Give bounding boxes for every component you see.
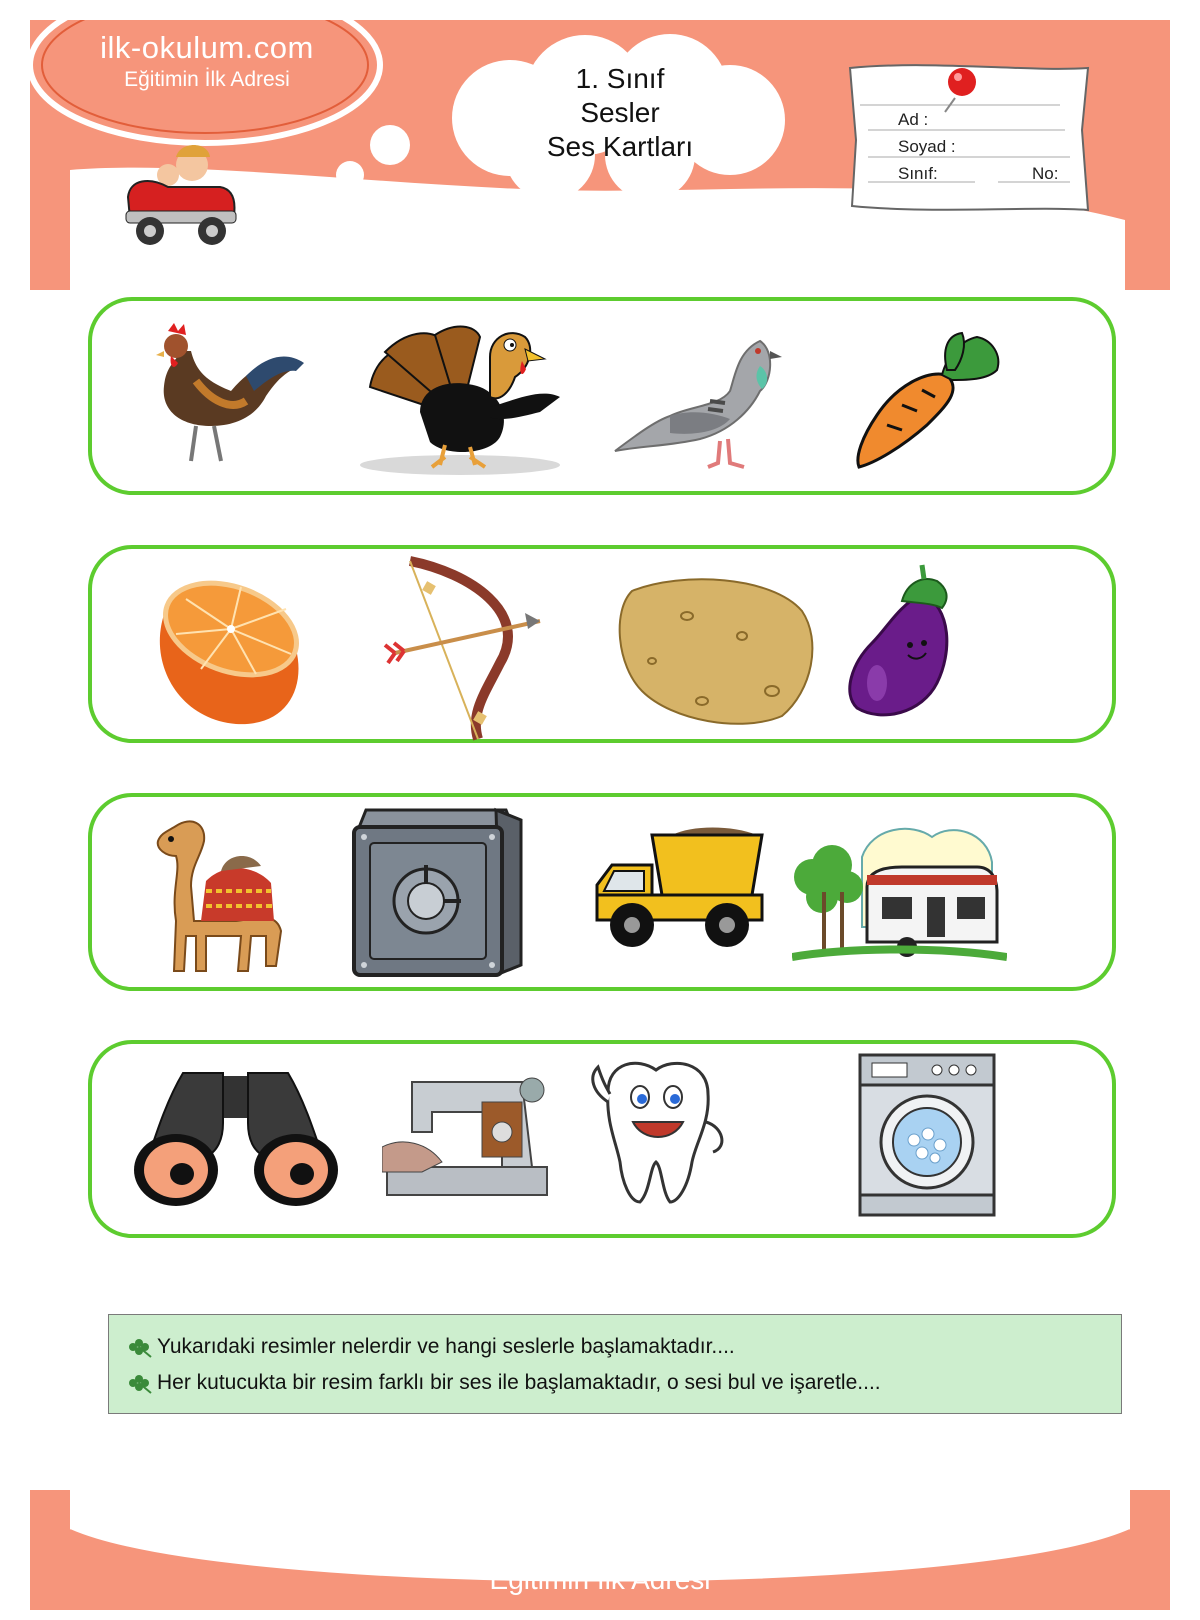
caravan-icon[interactable]: [792, 817, 1007, 972]
clover-bullet-icon: [129, 1371, 157, 1395]
instruction-1-text: Yukarıdaki resimler nelerdir ve hangi seslerle başlamaktadır....: [157, 1335, 735, 1358]
no-label: No:: [1032, 164, 1059, 183]
instructions-box: [108, 1314, 1122, 1414]
sound-card-3: [88, 793, 1116, 991]
logo-title: ilk-okulum.com: [100, 30, 314, 65]
sound-card-4: [88, 1040, 1116, 1238]
camel-icon[interactable]: [146, 811, 296, 981]
header-logo[interactable]: [82, 30, 332, 92]
orange-icon[interactable]: [146, 579, 306, 729]
bow-and-arrow-icon[interactable]: [380, 553, 550, 743]
sinif-label: Sınıf:: [898, 164, 938, 183]
logo-subtitle: Eğitimin İlk Adresi: [124, 68, 290, 91]
footer-logo[interactable]: [300, 1510, 900, 1596]
rooster-icon[interactable]: [136, 321, 306, 471]
title-line-1: 1. Sınıf: [575, 63, 665, 94]
title-line-3: Ses Kartları: [546, 131, 694, 162]
footer-subtitle: Eğitimin İlk Adresi: [489, 1564, 711, 1595]
potato-icon[interactable]: [612, 571, 822, 731]
tooth-icon[interactable]: [578, 1052, 738, 1212]
sewing-machine-icon[interactable]: [382, 1072, 552, 1202]
carrot-icon[interactable]: [847, 325, 1007, 475]
dump-truck-icon[interactable]: [592, 825, 767, 955]
title-line-2: Sesler: [580, 97, 660, 128]
turkey-icon[interactable]: [350, 317, 570, 477]
ad-label: Ad :: [898, 110, 929, 129]
sound-card-2: [88, 545, 1116, 743]
name-card: [870, 110, 1120, 191]
sound-card-1: [88, 297, 1116, 495]
worksheet-title: [470, 62, 770, 164]
eggplant-icon[interactable]: [842, 563, 962, 728]
car-icon: [120, 135, 240, 255]
footer-title: ilk-okulum.com: [449, 1510, 751, 1561]
washing-machine-icon[interactable]: [852, 1050, 1002, 1220]
instruction-2: [129, 1371, 881, 1395]
instruction-1: [129, 1335, 735, 1359]
clover-bullet-icon: [129, 1335, 157, 1359]
safe-icon[interactable]: [346, 805, 526, 980]
pigeon-icon[interactable]: [610, 321, 785, 476]
binoculars-icon[interactable]: [128, 1058, 343, 1208]
soyad-label: Soyad :: [898, 137, 956, 156]
instruction-2-text: Her kutucukta bir resim farklı bir ses ile başlamaktadır, o sesi bul ve işaretle....: [157, 1371, 881, 1394]
